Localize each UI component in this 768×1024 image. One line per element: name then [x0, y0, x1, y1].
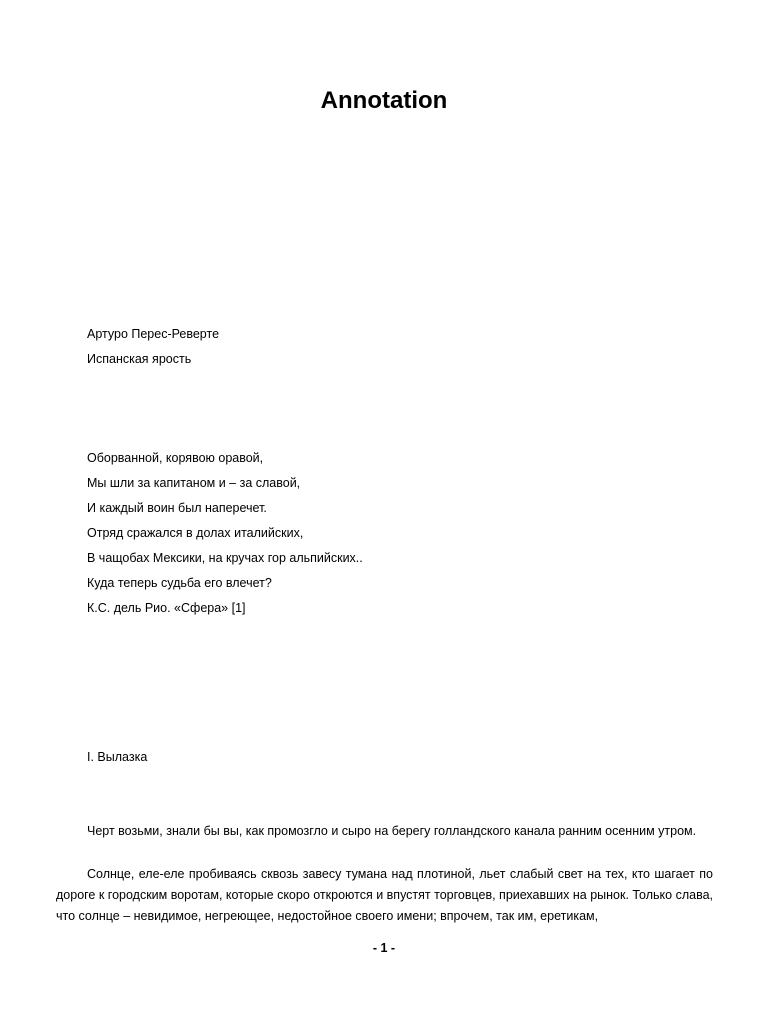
epigraph-line: Отряд сражался в долах италийских, — [87, 526, 304, 540]
epigraph-line: Мы шли за капитаном и – за славой, — [87, 476, 301, 490]
epigraph-line: И каждый воин был наперечет. — [87, 501, 267, 515]
author-name: Артуро Перес-Реверте — [87, 327, 220, 341]
body-paragraph: Солнце, еле-еле пробиваясь сквозь завесу тумана над плотиной, льет слабый свет на тех, кто шагает по дороге к городским воротам, которые скоро откроются и впустят торговцев, приехавших на рынок. Только слава, что солнце – невидимое, негреющее, недостойное своего имени; впрочем, так им, еретикам, — [56, 867, 713, 923]
chapter-heading: I. Вылазка — [87, 750, 148, 764]
page-number: - 1 - — [372, 941, 396, 955]
epigraph-line: Куда теперь судьба его влечет? — [87, 576, 272, 590]
epigraph-attribution: К.С. дель Рио. «Сфера» [1] — [87, 601, 246, 615]
epigraph-line: Оборванной, корявою оравой, — [87, 451, 264, 465]
body-paragraph: Черт возьми, знали бы вы, как промозгло и сыро на берегу голландского канала ранним осенним утром. — [87, 824, 697, 838]
book-title: Испанская ярость — [87, 352, 192, 366]
epigraph-line: В чащобах Мексики, на кручах гор альпийских.. — [87, 551, 363, 565]
page-title: Annotation — [320, 87, 448, 114]
